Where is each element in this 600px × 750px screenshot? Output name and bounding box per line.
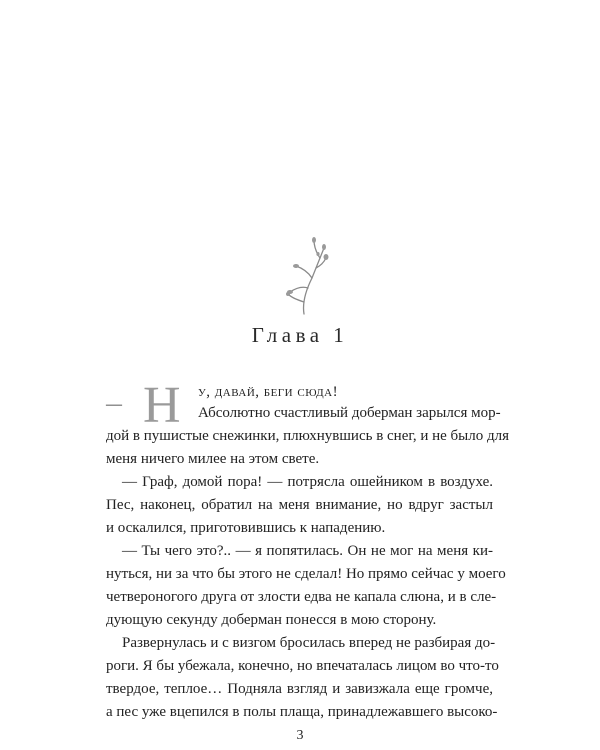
text-line: четвероногого друга от злости едва не капала слюна, и в сле- [106,589,497,605]
text-line: дой в пушистые снежинки, плюхнувшись в снег, и не было для [106,428,510,444]
text-line: — Ты чего это?.. — я попятилась. Он не мог на меня ки- [122,543,493,559]
text-line: — Граф, домой пора! — потрясла ошейником в воздухе. [122,474,493,490]
text-line: дующую секунду доберман понесся в мою сторону. [106,612,437,628]
opening-dash: — [106,396,122,413]
page-number: 3 [296,728,304,743]
text-line: и оскалился, приготовившись к нападению. [106,520,386,536]
chapter-title: Глава 1 [251,323,349,347]
text-line: а пес уже вцепился в полы плаща, принадлежавшего высоко- [106,704,498,720]
text-line: меня ничего милее на этом свете. [106,451,320,467]
text-line: Абсолютно счастливый доберман зарылся мор- [198,405,501,421]
text-line: у, давай, беги сюда! [198,384,339,400]
text-line: Пес, наконец, обратил на меня внимание, но вдруг застыл [106,497,493,513]
text-line: Развернулась и с визгом бросилась вперед не разбирая до- [122,635,496,651]
text-line: роги. Я бы убежала, конечно, но впечаталась лицом во что-то [106,658,499,674]
drop-cap: Н [143,377,181,434]
flower-sprig-ornament [268,232,338,316]
text-line: твердое, теплое… Подняла взгляд и завизжала еще громче, [106,681,493,697]
text-line: нуться, ни за что бы этого не сделал! Но прямо сейчас у моего [106,566,506,582]
